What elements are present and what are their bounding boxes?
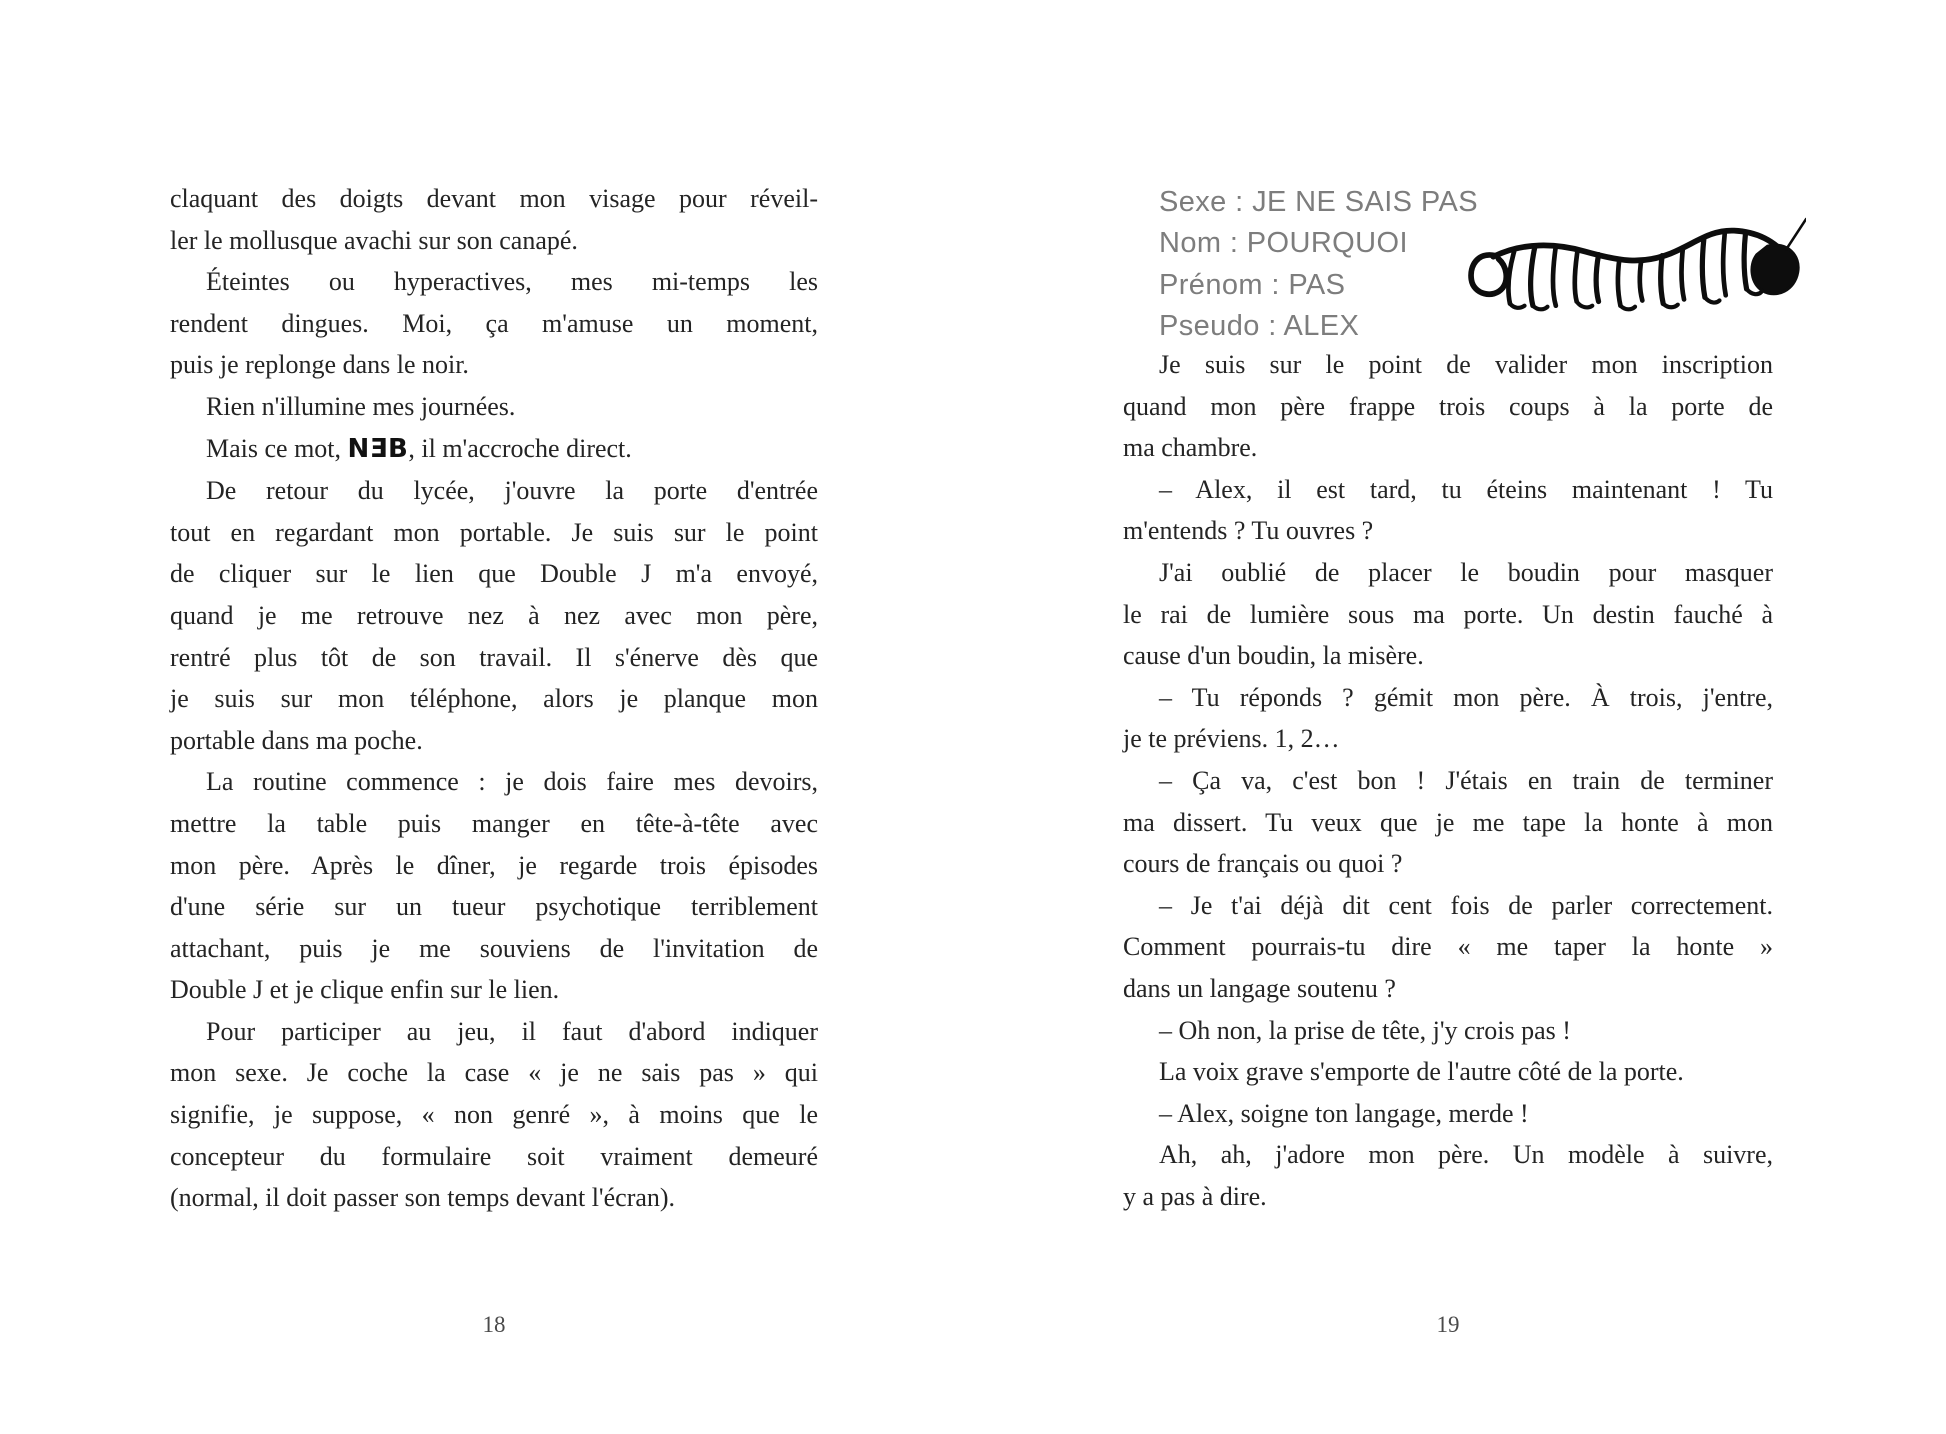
text-line: ma chambre. <box>1123 433 1258 463</box>
text-line: m'entends ? Tu ouvres ? <box>1123 516 1374 546</box>
text-line: ler le mollusque avachi sur son canapé. <box>170 225 578 255</box>
text-line: – Alex, il est tard, tu éteins maintenant ! Tu <box>1159 474 1773 504</box>
text-line: La routine commence : je dois faire mes devoirs, <box>206 767 818 797</box>
text-line: y a pas à dire. <box>1123 1181 1267 1211</box>
text-line: concepteur du formulaire soit vraiment demeuré <box>170 1141 818 1171</box>
text-line: Comment pourrais-tu dire « me taper la honte » <box>1123 932 1773 962</box>
caterpillar-illustration <box>1462 210 1806 318</box>
text-line: – Tu réponds ? gémit mon père. À trois, j'entre, <box>1159 682 1773 712</box>
text-line: mon père. Après le dîner, je regarde trois épisodes <box>170 850 818 880</box>
text-line: Double J et je clique enfin sur le lien. <box>170 975 560 1005</box>
text-line: La voix grave s'emporte de l'autre côté de la porte. <box>1159 1057 1684 1087</box>
text-line: je te préviens. 1, 2… <box>1123 724 1340 754</box>
form-field-prenom: Prénom : PAS <box>1159 268 1346 301</box>
text-line: Pour participer au jeu, il faut d'abord indiquer <box>206 1016 818 1046</box>
text-line: rentré plus tôt de son travail. Il s'énerve dès que <box>170 642 818 672</box>
text-line: – Oh non, la prise de tête, j'y crois pas ! <box>1159 1015 1571 1045</box>
text-line: dans un langage soutenu ? <box>1123 973 1396 1003</box>
text-line: d'une série sur un tueur psychotique terriblement <box>170 892 818 922</box>
text-line: quand mon père frappe trois coups à la porte de <box>1123 391 1773 421</box>
text-line: quand je me retrouve nez à nez avec mon père, <box>170 600 818 630</box>
neb-word: NƎB <box>347 433 409 464</box>
text-line: puis je replonge dans le noir. <box>170 350 469 380</box>
text-line: Rien n'illumine mes journées. <box>206 391 516 421</box>
page-19-text-column <box>1123 344 1773 1217</box>
form-field-pseudo: Pseudo : ALEX <box>1159 310 1360 343</box>
text-line: cours de français ou quoi ? <box>1123 849 1403 879</box>
text-fragment: Mais ce mot, <box>206 433 348 463</box>
text-line: je suis sur mon téléphone, alors je planque mon <box>170 684 818 714</box>
text-line <box>170 428 818 471</box>
text-line: mettre la table puis manger en tête-à-tête avec <box>170 808 818 838</box>
form-field-sexe: Sexe : JE NE SAIS PAS <box>1159 186 1478 218</box>
text-line: (normal, il doit passer son temps devant l'écran). <box>170 1183 676 1213</box>
text-line: Je suis sur le point de valider mon inscription <box>1159 350 1773 379</box>
text-line: le rai de lumière sous ma porte. Un destin fauché à <box>1123 599 1773 629</box>
text-line: Ah, ah, j'adore mon père. Un modèle à suivre, <box>1159 1140 1773 1170</box>
text-line: Éteintes ou hyperactives, mes mi-temps les <box>206 267 818 297</box>
text-line: de cliquer sur le lien que Double J m'a envoyé, <box>170 559 818 589</box>
text-line: ma dissert. Tu veux que je me tape la honte à mon <box>1123 807 1773 837</box>
text-line: – Alex, soigne ton langage, merde ! <box>1159 1098 1529 1128</box>
text-line: mon sexe. Je coche la case « je ne sais pas » qui <box>170 1058 818 1088</box>
text-line: De retour du lycée, j'ouvre la porte d'entrée <box>206 476 818 506</box>
text-line: attachant, puis je me souviens de l'invitation de <box>170 933 818 963</box>
text-line: portable dans ma poche. <box>170 725 423 755</box>
text-line: signifie, je suppose, « non genré », à moins que le <box>170 1100 818 1130</box>
text-line: tout en regardant mon portable. Je suis sur le point <box>170 517 818 547</box>
page-18-text-column <box>170 178 818 1219</box>
page-number-right: 19 <box>1436 1312 1460 1337</box>
text-line: cause d'un boudin, la misère. <box>1123 641 1424 671</box>
text-line: J'ai oublié de placer le boudin pour masquer <box>1159 557 1773 587</box>
page-number-left: 18 <box>482 1312 506 1337</box>
form-field-nom: Nom : POURQUOI <box>1159 227 1408 260</box>
text-line: – Je t'ai déjà dit cent fois de parler correctement. <box>1159 890 1773 920</box>
text-fragment: , il m'accroche direct. <box>408 433 632 463</box>
text-line: – Ça va, c'est bon ! J'étais en train de terminer <box>1159 765 1773 795</box>
text-line: rendent dingues. Moi, ça m'amuse un moment, <box>170 308 818 338</box>
text-line: claquant des doigts devant mon visage pour réveil- <box>170 184 818 213</box>
